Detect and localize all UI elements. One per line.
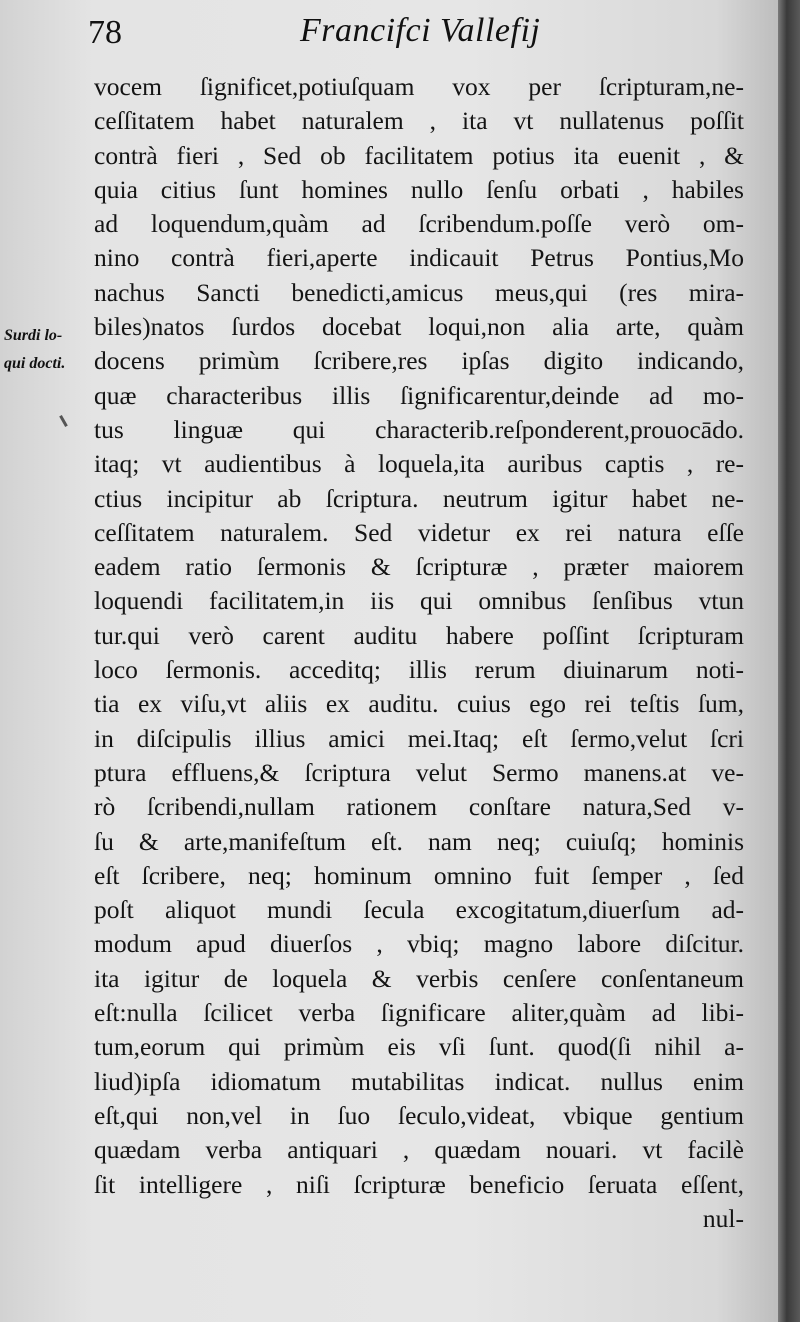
text-line: contrà fieri , Sed ob facilitatem potius ita euenit , & (94, 140, 744, 170)
text-line: ad loquendum,quàm ad ſcribendum.poſſe verò om- (94, 209, 744, 239)
text-line: itaq; vt audientibus à loquela,ita auribus captis , re- (94, 449, 744, 479)
text-line: quia citius ſunt homines nullo ſenſu orbati , habiles (94, 174, 744, 204)
text-line: in diſcipulis illius amici mei.Itaq; eſt ſermo,velut ſcri (94, 723, 744, 753)
text-line: tur.qui verò carent auditu habere poſſint ſcripturam (94, 620, 744, 650)
text-line: ptura effluens,& ſcriptura velut Sermo manens.at ve- (94, 757, 744, 787)
text-line: loco ſermonis. acceditq; illis rerum diuinarum noti- (94, 655, 744, 685)
text-line: modum apud diuerſos , vbiq; magno labore diſcitur. (94, 929, 744, 959)
margin-note-line: qui docti. (4, 355, 66, 372)
running-head: Francifci Vallefij (300, 12, 541, 49)
margin-note (4, 322, 96, 378)
text-line: eſt:nulla ſcilicet verba ſignificare aliter,quàm ad libi- (94, 998, 744, 1028)
text-line: quædam verba antiquari , quædam nouari. vt facilè (94, 1135, 744, 1165)
text-line: tia ex viſu,vt aliis ex auditu. cuius ego rei teſtis ſum, (94, 689, 744, 719)
text-line: ſu & arte,manifeſtum eſt. nam neq; cuiuſq; hominis (94, 826, 744, 856)
text-line: ctius incipitur ab ſcriptura. neutrum igitur habet ne- (94, 483, 744, 513)
text-line: eſt,qui non,vel in ſuo ſeculo,videat, vbique gentium (94, 1100, 744, 1130)
text-line: ceſſitatem naturalem. Sed videtur ex rei natura eſſe (94, 517, 744, 547)
text-line: ſit intelligere , niſi ſcripturæ beneficio ſeruata eſſent, (94, 1169, 744, 1199)
page-number: 78 (88, 14, 122, 51)
text-line: eſt ſcribere, neq; hominum omnino fuit ſemper , ſed (94, 860, 744, 890)
text-line: docens primùm ſcribere,res ipſas digito indicando, (94, 346, 744, 376)
text-line: poſt aliquot mundi ſecula excogitatum,diuerſum ad- (94, 895, 744, 925)
text-line: tum,eorum qui primùm eis vſi ſunt. quod(ſi nihil a- (94, 1032, 744, 1062)
body-text (94, 70, 744, 1236)
text-line: biles)natos ſurdos docebat loqui,non alia arte, quàm (94, 312, 744, 342)
text-line: rò ſcribendi,nullam rationem conſtare natura,Sed v- (94, 792, 744, 822)
text-line: ceſſitatem habet naturalem , ita vt nullatenus poſſit (94, 106, 744, 136)
text-line: vocem ſignificet,potiuſquam vox per ſcripturam,ne- (94, 72, 744, 101)
text-line: quæ characteribus illis ſignificarentur,deinde ad mo- (94, 380, 744, 410)
text-line: nino contrà fieri,aperte indicauit Petrus Pontius,Mo (94, 243, 744, 273)
margin-note-line: Surdi lo- (4, 327, 63, 344)
book-binding-edge (778, 0, 800, 1322)
text-line: nachus Sancti benedicti,amicus meus,qui (res mira- (94, 277, 744, 307)
text-line: loquendi facilitatem,in iis qui omnibus ſenſibus vtun (94, 586, 744, 616)
text-line: eadem ratio ſermonis & ſcripturæ , præter maiorem (94, 552, 744, 582)
text-line: ita igitur de loquela & verbis cenſere conſentaneum (94, 963, 744, 993)
text-line: tus linguæ qui characterib.reſponderent,prouocādo. (94, 414, 744, 444)
text-line: liud)ipſa idiomatum mutabilitas indicat. nullus enim (94, 1066, 744, 1096)
text-line: nul- (702, 1203, 744, 1233)
page-header (88, 10, 688, 62)
ink-mark (59, 415, 68, 427)
